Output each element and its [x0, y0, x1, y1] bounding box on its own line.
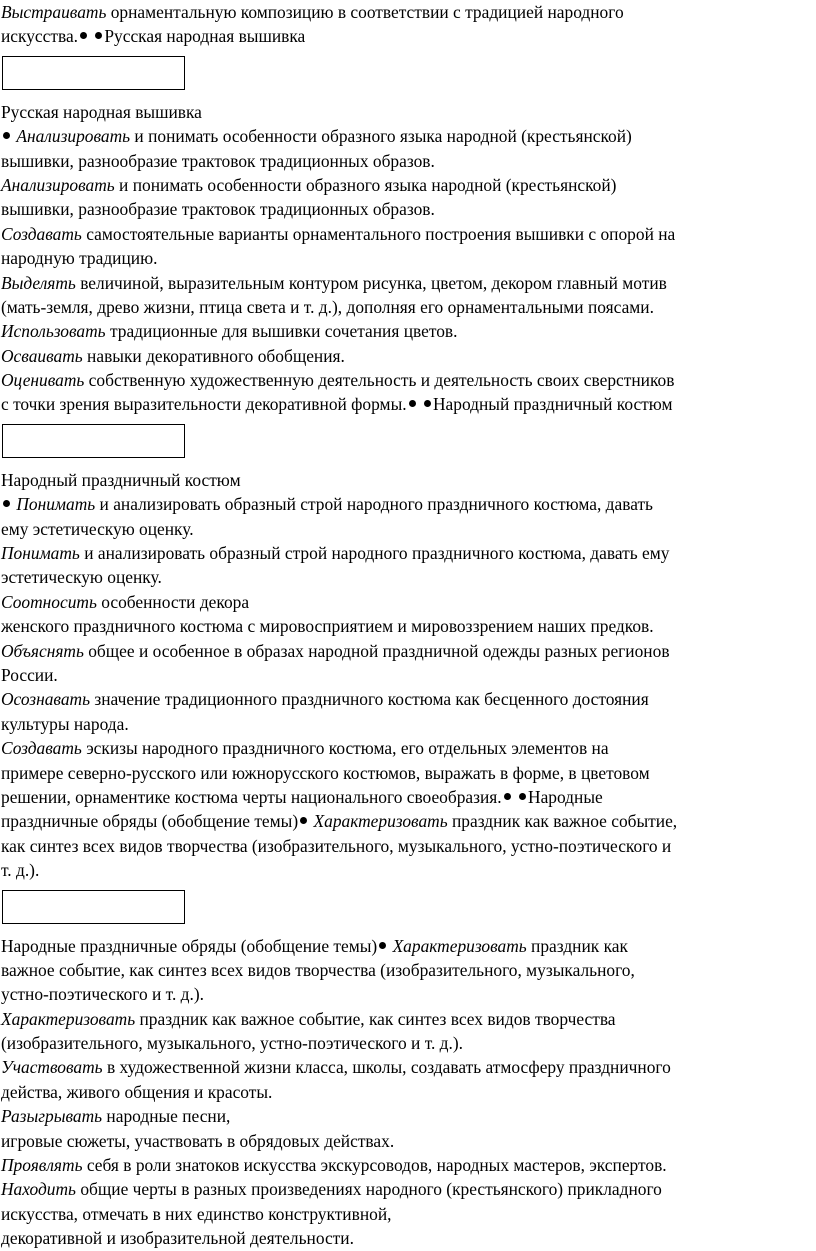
- text-line: устно-поэтического и т. д.).: [1, 984, 204, 1005]
- text-line: т. д.).: [1, 860, 40, 881]
- text-line: Создавать самостоятельные варианты орнаментального построения вышивки с опорой на: [1, 223, 676, 244]
- text-line: вышивки, разнообразие трактовок традиционных образов.: [1, 199, 435, 220]
- text-line: декоративной и изобразительной деятельности.: [1, 1228, 354, 1249]
- text-line: народную традицию.: [1, 248, 158, 269]
- section-heading: Русская народная вышивка: [1, 101, 202, 122]
- text-line: искусства. Русская народная вышивка: [1, 26, 306, 47]
- text-line: женского праздничного костюма с мировосприятием и мировоззрением наших предков.: [1, 616, 654, 637]
- text-line: важное событие, как синтез всех видов творчества (изобразительного, музыкального,: [1, 959, 635, 980]
- text-line: Понимать и анализировать образный строй народного праздничного костюма, давать ему: [1, 543, 670, 564]
- text-line: (изобразительного, музыкального, устно-поэтического и т. д.).: [1, 1033, 464, 1054]
- bullet-icon: [3, 132, 10, 139]
- text-line: Выстраивать орнаментальную композицию в соответствии с традицией народного: [1, 2, 624, 22]
- text-line: Анализировать и понимать особенности образного языка народной (крестьянской): [1, 174, 617, 195]
- text-line: России.: [1, 664, 58, 685]
- text-line: с точки зрения выразительности декоративной формы. Народный праздничный костюм: [1, 394, 673, 415]
- text-line: культуры народа.: [1, 713, 129, 734]
- text-line: примере северно-русского или южнорусского костюмов, выражать в форме, в цветовом: [1, 762, 650, 783]
- image-placeholder-box: [2, 890, 185, 924]
- section-heading: Народный праздничный костюм: [1, 469, 241, 490]
- text-line: эстетическую оценку.: [1, 567, 162, 588]
- text-line: Создавать эскизы народного праздничного костюма, его отдельных элементов на: [1, 738, 609, 759]
- bullet-icon: [504, 793, 511, 800]
- text-line: Участвовать в художественной жизни класса, школы, создавать атмосферу праздничного: [1, 1057, 671, 1078]
- bullet-icon: [3, 500, 10, 507]
- text-line: Соотносить особенности декора: [1, 591, 250, 612]
- text-line: Объяснять общее и особенное в образах народной праздничной одежды разных регионов: [1, 640, 670, 661]
- text-line: игровые сюжеты, участвовать в обрядовых действах.: [1, 1130, 395, 1151]
- bullet-icon: [519, 793, 526, 800]
- text-line: искусства, отмечать в них единство конструктивной,: [1, 1203, 392, 1224]
- text-line: Понимать и анализировать образный строй народного праздничного костюма, давать: [1, 492, 816, 516]
- text-line: Оценивать собственную художественную деятельность и деятельность своих сверстников: [1, 370, 675, 391]
- text-line: действа, живого общения и красоты.: [1, 1081, 273, 1102]
- text-line: (мать-земля, древо жизни, птица света и т. д.), дополняя его орнаментальными поясами.: [1, 296, 654, 317]
- text-line: как синтез всех видов творчества (изобразительного, музыкального, устно-поэтического и: [1, 835, 672, 856]
- text-line: Осознавать значение традиционного праздничного костюма как бесценного достояния: [1, 689, 649, 710]
- section-heading: Народные праздничные обряды (обобщение темы) Характеризовать праздник как: [1, 935, 628, 956]
- bullet-icon: [424, 400, 431, 407]
- bullet-icon: [95, 32, 102, 39]
- text-line: Анализировать и понимать особенности образного языка народной (крестьянской): [1, 124, 816, 148]
- text-line: Использовать традиционные для вышивки сочетания цветов.: [1, 321, 458, 342]
- text-line: решении, орнаментике костюма черты национального своеобразия. Народные: [1, 786, 603, 807]
- bullet-icon: [300, 817, 307, 824]
- text-line: Разыгрывать народные песни,: [1, 1106, 231, 1127]
- bullet-icon: [80, 32, 87, 39]
- text-line: праздничные обряды (обобщение темы) Характеризовать праздник как важное событие,: [1, 811, 678, 832]
- text-line: Осваивать навыки декоративного обобщения.: [1, 345, 345, 366]
- bullet-icon: [409, 400, 416, 407]
- image-placeholder-box: [2, 424, 185, 458]
- text-line: вышивки, разнообразие трактовок традиционных образов.: [1, 150, 435, 171]
- text-line: Проявлять себя в роли знатоков искусства экскурсоводов, народных мастеров, экспертов.: [1, 1155, 667, 1176]
- text-line: Характеризовать праздник как важное событие, как синтез всех видов творчества: [1, 1008, 616, 1029]
- text-line: Выделять величиной, выразительным контуром рисунка, цветом, декором главный мотив: [1, 272, 667, 293]
- image-placeholder-box: [2, 56, 185, 90]
- bullet-icon: [379, 942, 386, 949]
- text-line: Находить общие черты в разных произведениях народного (крестьянского) прикладного: [1, 1179, 662, 1200]
- text-line: ему эстетическую оценку.: [1, 518, 194, 539]
